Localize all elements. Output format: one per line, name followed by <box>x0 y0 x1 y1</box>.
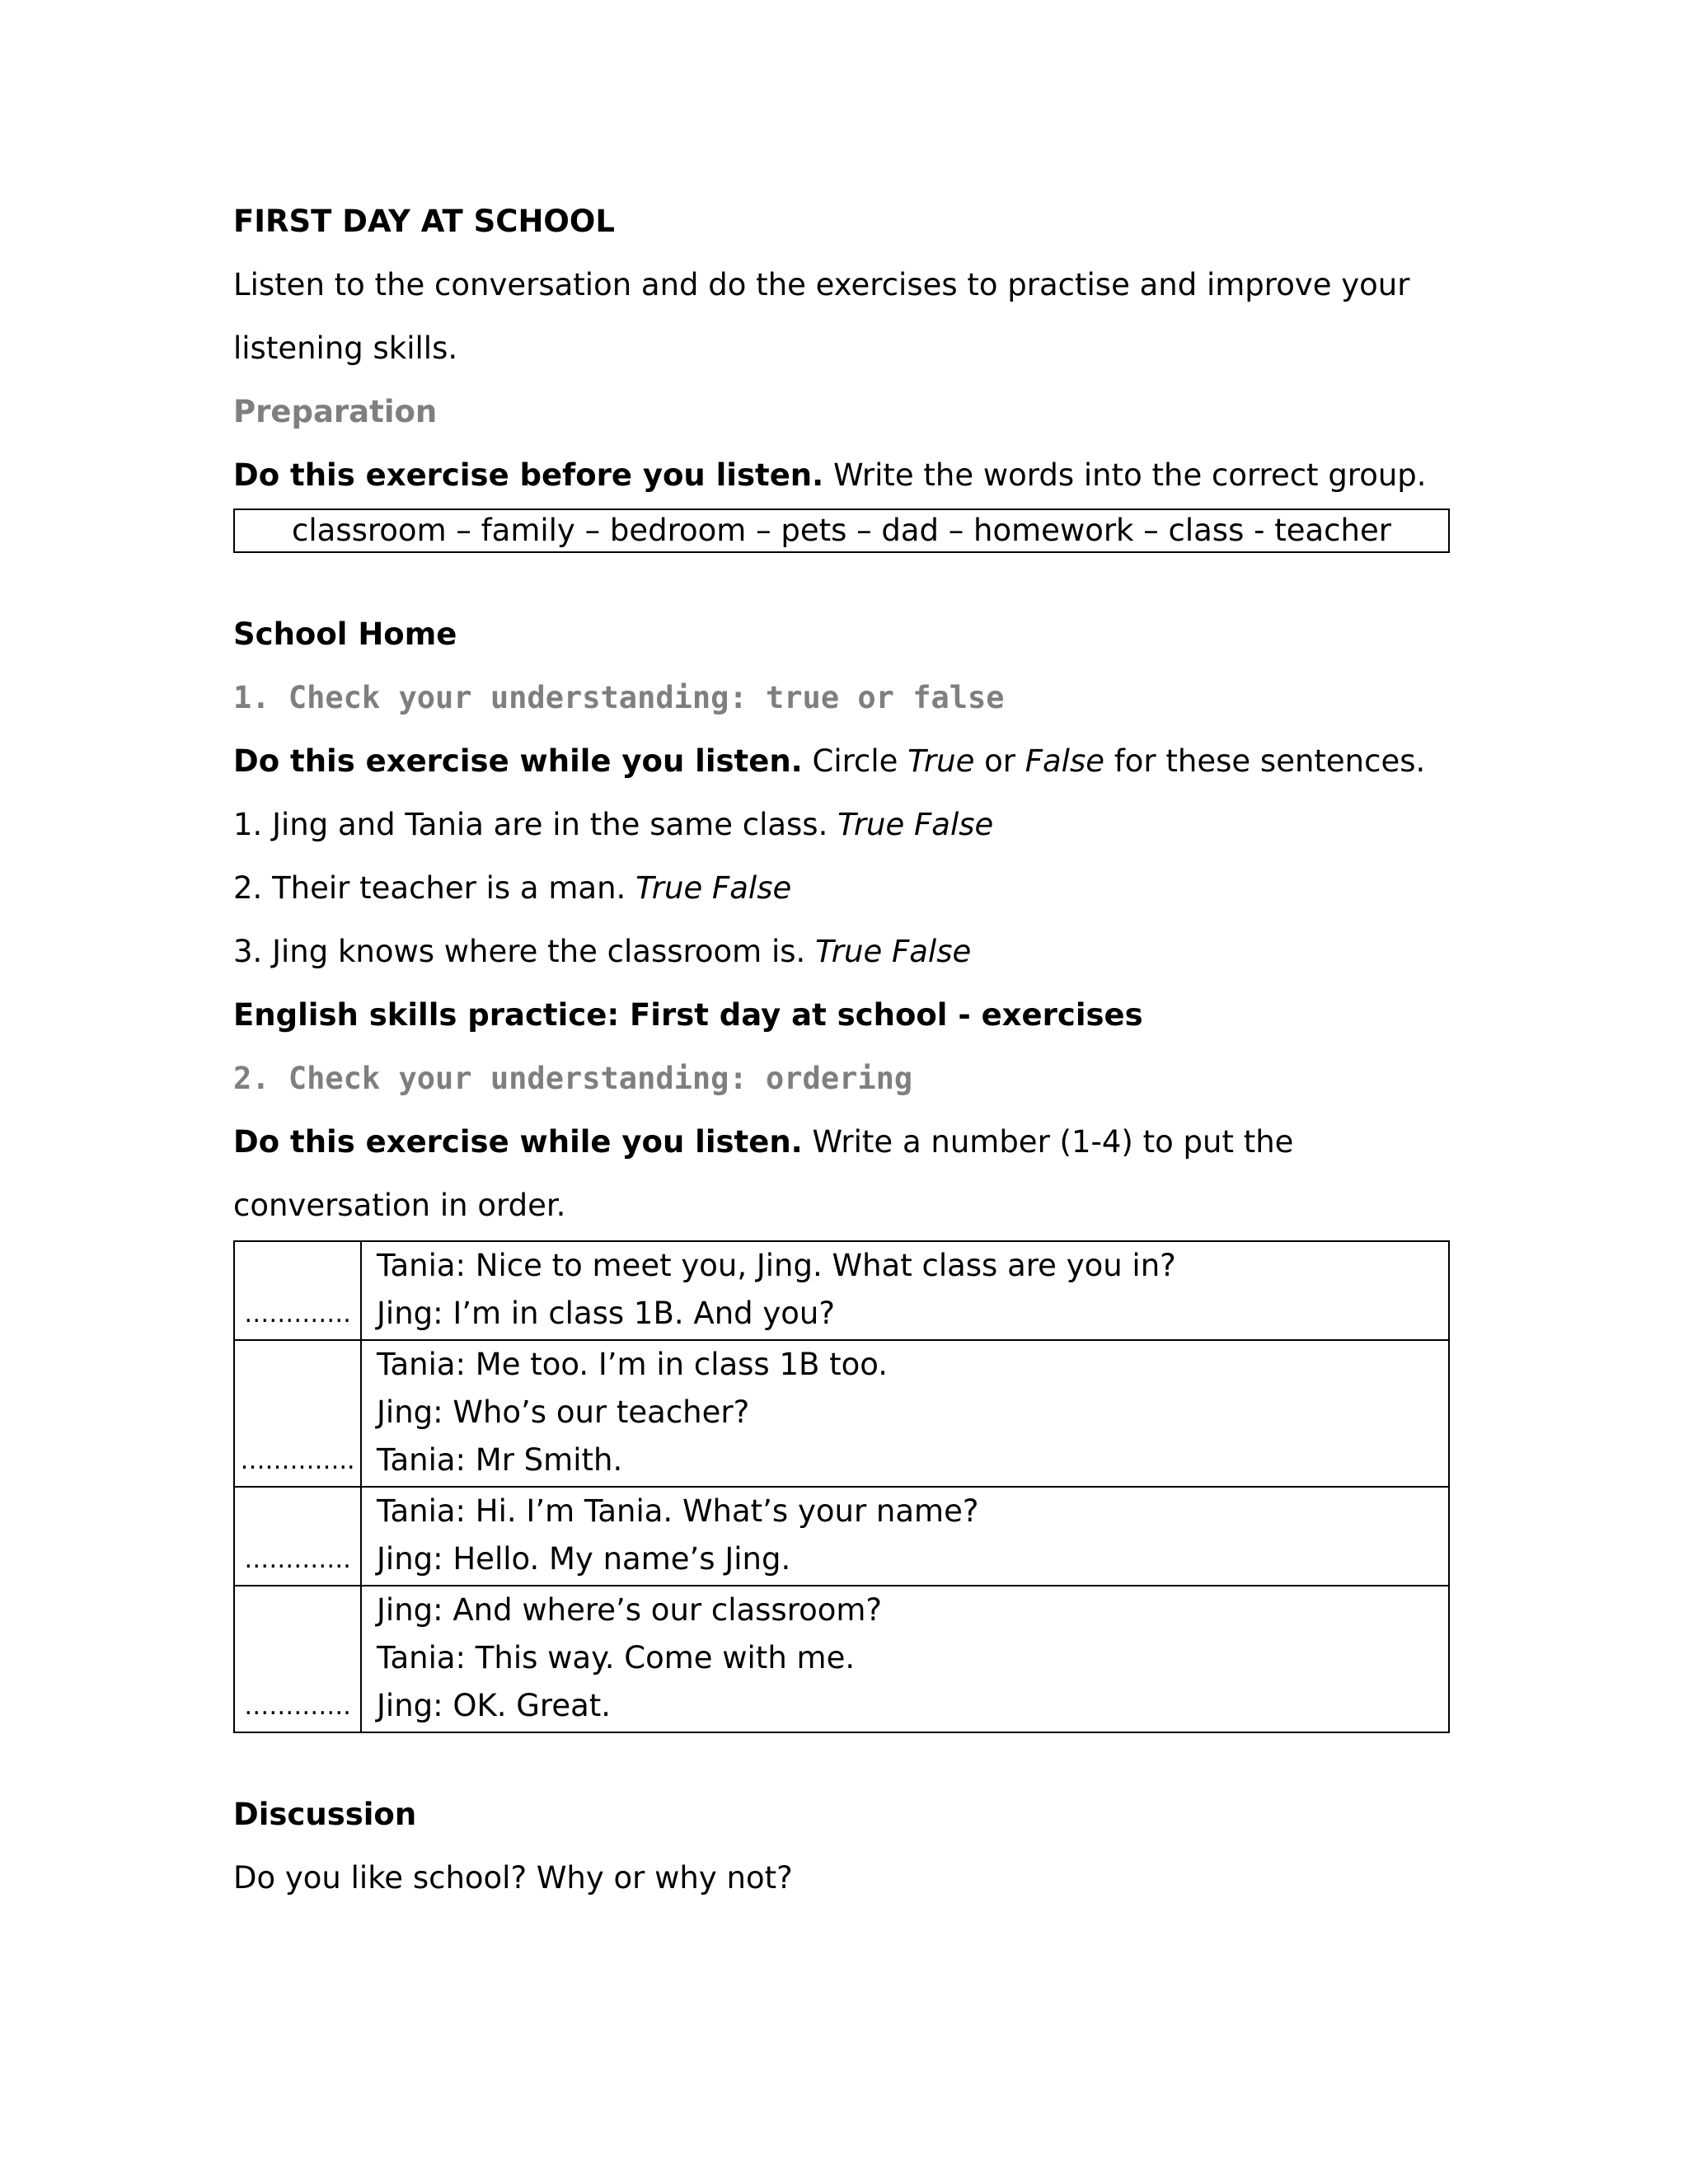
dialogue-line: Tania: Me too. I’m in class 1B too. <box>377 1347 889 1382</box>
exercise1-instruction-post: for these sentences. <box>1114 743 1426 779</box>
dialogue-cell <box>361 1241 1449 1340</box>
intro-text: Listen to the conversation and do the exercises to practise and improve your listening skills. <box>233 267 1410 366</box>
exercise2-instruction-bold: Do this exercise while you listen. <box>233 1124 803 1160</box>
true-false-options[interactable]: True False <box>635 870 792 906</box>
spacer <box>233 1733 1450 1783</box>
dialogue-line: Jing: OK. Great. <box>377 1688 612 1723</box>
true-false-item <box>233 856 1450 920</box>
exercise1-heading: 1. Check your understanding: true or false <box>233 680 1005 715</box>
dialogue-line: Jing: Who’s our teacher? <box>377 1394 750 1430</box>
dialogue-line: Jing: Hello. My name’s Jing. <box>377 1541 791 1577</box>
dialogue-cell <box>361 1586 1449 1732</box>
discussion-question: Do you like school? Why or why not? <box>233 1860 793 1896</box>
dialogue-cell <box>361 1487 1449 1586</box>
dialogue-line: Jing: And where’s our classroom? <box>377 1592 883 1628</box>
dialogue-cell <box>361 1340 1449 1487</box>
dialogue-line: Jing: I’m in class 1B. And you? <box>377 1296 836 1331</box>
practice-heading: English skills practice: First day at school - exercises <box>233 997 1143 1033</box>
exercise2-instruction <box>233 1110 1450 1237</box>
exercise1-instruction <box>233 729 1450 793</box>
dialogue-line: Tania: Mr Smith. <box>377 1442 623 1478</box>
order-number-blank[interactable]: …………. <box>234 1487 361 1586</box>
true-false-statement: 2. Their teacher is a man. <box>233 870 626 906</box>
table-row <box>234 1241 1449 1340</box>
order-number-blank[interactable]: ………….. <box>234 1340 361 1487</box>
groups-heading: School Home <box>233 616 457 652</box>
preparation-instruction-rest: Write the words into the correct group. <box>832 457 1427 493</box>
dialogue-line: Tania: Hi. I’m Tania. What’s your name? <box>377 1493 979 1529</box>
dialogue-line: Tania: Nice to meet you, Jing. What class are you in? <box>377 1248 1176 1283</box>
order-number-blank[interactable]: …………. <box>234 1241 361 1340</box>
page-title: FIRST DAY AT SCHOOL <box>233 204 615 239</box>
exercise2-instruction-rest: Write a number (1-4) to put the conversation in order. <box>233 1124 1294 1223</box>
table-row <box>234 1340 1449 1487</box>
word-list-box: classroom – family – bedroom – pets – dad – homework – class - teacher <box>233 509 1450 553</box>
order-number-blank[interactable]: …………. <box>234 1586 361 1732</box>
exercise2-heading: 2. Check your understanding: ordering <box>233 1061 913 1096</box>
discussion-heading: Discussion <box>233 1797 417 1832</box>
ordering-table <box>233 1240 1450 1733</box>
table-row <box>234 1586 1449 1732</box>
preparation-instruction <box>233 443 1450 507</box>
true-false-statement: 3. Jing knows where the classroom is. <box>233 934 806 969</box>
dialogue-line: Tania: This way. Come with me. <box>377 1640 856 1675</box>
true-false-options[interactable]: True False <box>815 934 972 969</box>
true-false-statement: 1. Jing and Tania are in the same class. <box>233 807 828 842</box>
true-false-options[interactable]: True False <box>837 807 994 842</box>
preparation-instruction-bold: Do this exercise before you listen. <box>233 457 824 493</box>
exercise1-instruction-false: False <box>1025 743 1104 779</box>
true-false-item <box>233 793 1450 856</box>
true-false-item <box>233 920 1450 983</box>
exercise1-instruction-true: True <box>907 743 975 779</box>
table-row <box>234 1487 1449 1586</box>
exercise1-instruction-bold: Do this exercise while you listen. <box>233 743 803 779</box>
exercise1-instruction-or: or <box>984 743 1015 779</box>
preparation-heading: Preparation <box>233 394 438 429</box>
exercise1-instruction-pre: Circle <box>812 743 898 779</box>
worksheet-page <box>233 190 1450 1910</box>
